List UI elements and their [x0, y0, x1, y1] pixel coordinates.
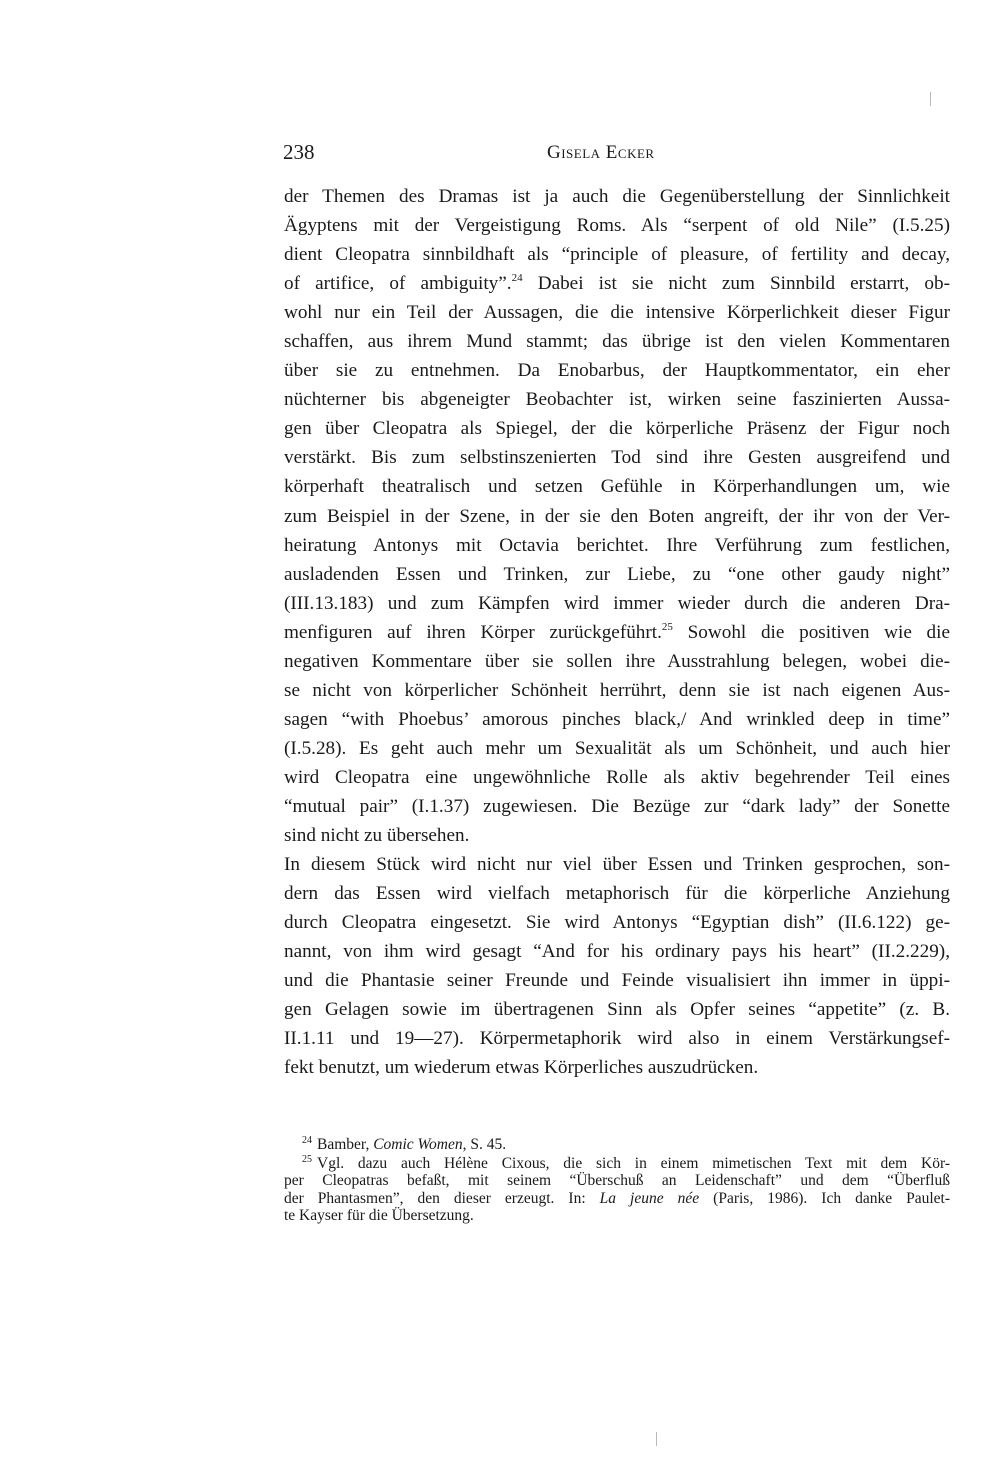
footnote-ref-25: 25	[661, 620, 673, 633]
text-line: II.1.11 und 19—27). Körpermetaphorik wird also in einem Verstärkungsef-	[284, 1028, 950, 1050]
footnote-line: per Cleopatras befaßt, mit seinem “Überschuß an Leidenschaft” und dem “Überfluß	[284, 1172, 950, 1190]
text-line: gen Gelagen sowie im übertragenen Sinn als Opfer seines “appetite” (z. B.	[284, 999, 950, 1021]
footnote-line: te Kayser für die Übersetzung.	[284, 1206, 474, 1224]
text-segment: Sowohl die positiven wie die	[672, 621, 950, 643]
scan-mark-top	[930, 92, 931, 106]
running-head: Gisela Ecker	[547, 142, 655, 163]
text-line: Ägyptens mit der Vergeistigung Roms. Als “serpent of old Nile” (I.5.25)	[284, 215, 950, 237]
footnote-title: Comic Women	[373, 1136, 463, 1153]
footnote-text: (Paris, 1986). Ich danke Paulet-	[713, 1189, 951, 1207]
text-line	[284, 269, 950, 298]
text-line: (I.5.28). Es geht auch mehr um Sexualität als um Schönheit, und auch hier	[284, 737, 950, 759]
footnote-marker: 25	[302, 1154, 312, 1166]
text-line: über sie zu entnehmen. Da Enobarbus, der Hauptkommentator, ein eher	[284, 360, 950, 382]
text-line: fekt benutzt, um wiederum etwas Körperliches auszudrücken.	[284, 1057, 759, 1079]
text-segment: menfiguren auf ihren Körper zurückgeführt.	[284, 621, 662, 643]
text-line: schaffen, aus ihrem Mund stammt; das übrige ist den vielen Kommentaren	[284, 331, 950, 353]
footnotes	[284, 1136, 950, 1224]
page-number: 238	[283, 140, 315, 164]
body-text	[284, 182, 950, 1082]
footnote-line	[284, 1190, 950, 1207]
scan-mark-bottom	[656, 1432, 657, 1446]
text-line: wohl nur ein Teil der Aussagen, die die intensive Körperlichkeit dieser Figur	[284, 302, 950, 324]
text-line: ausladenden Essen und Trinken, zur Liebe, zu “one other gaudy night”	[284, 563, 950, 585]
text-line: In diesem Stück wird nicht nur viel über Essen und Trinken gesprochen, son-	[284, 854, 950, 876]
text-line: se nicht von körperlicher Schönheit herrührt, denn sie ist nach eigenen Aus-	[284, 679, 950, 701]
text-segment: of artifice, of ambiguity”.	[284, 273, 512, 295]
text-line: “mutual pair” (I.1.37) zugewiesen. Die Bezüge zur “dark lady” der Sonette	[284, 795, 950, 817]
text-line: negativen Kommentare über sie sollen ihre Ausstrahlung belegen, wobei die-	[284, 650, 950, 672]
footnote-text: , S. 45.	[462, 1136, 507, 1153]
footnote-24	[284, 1136, 950, 1153]
footnote-text: der Phantasmen”, den dieser erzeugt. In:	[284, 1189, 586, 1207]
text-line: durch Cleopatra eingesetzt. Sie wird Antonys “Egyptian dish” (II.6.122) ge-	[284, 912, 950, 934]
text-line: verstärkt. Bis zum selbstinszenierten Tod sind ihre Gesten ausgreifend und	[284, 447, 950, 469]
text-line: dern das Essen wird vielfach metaphorisch für die körperliche Anziehung	[284, 883, 950, 905]
footnote-25	[284, 1155, 950, 1172]
text-line: sind nicht zu übersehen.	[284, 825, 470, 847]
text-line: gen über Cleopatra als Spiegel, der die körperliche Präsenz der Figur noch	[284, 418, 950, 440]
text-line	[284, 618, 950, 647]
footnote-author: Bamber,	[317, 1136, 370, 1153]
text-line: nannt, von ihm wird gesagt “And for his ordinary pays his heart” (II.2.229),	[284, 941, 950, 963]
text-line: der Themen des Dramas ist ja auch die Gegenüberstellung der Sinnlichkeit	[284, 186, 950, 207]
text-line: und die Phantasie seiner Freunde und Feinde visualisiert ihn immer in üppi-	[284, 970, 950, 992]
footnote-marker: 24	[302, 1135, 312, 1146]
text-line: sagen “with Phoebus’ amorous pinches black,/ And wrinkled deep in time”	[284, 708, 950, 730]
footnote-text: Vgl. dazu auch Hélène Cixous, die sich in einem mimetischen Text mit dem Kör-	[317, 1155, 950, 1173]
text-line: (III.13.183) und zum Kämpfen wird immer wieder durch die anderen Dra-	[284, 592, 950, 614]
text-line: wird Cleopatra eine ungewöhnliche Rolle als aktiv begehrender Teil eines	[284, 766, 950, 788]
footnote-title: La jeune née	[599, 1189, 700, 1207]
text-segment: Dabei ist sie nicht zum Sinnbild erstarrt, ob-	[522, 273, 950, 295]
text-line: zum Beispiel in der Szene, in der sie den Boten angreift, der ihr von der Ver-	[284, 505, 950, 527]
footnote-ref-24: 24	[511, 272, 523, 285]
page-header	[283, 140, 953, 170]
text-line: dient Cleopatra sinnbildhaft als “principle of pleasure, of fertility and decay,	[284, 244, 950, 266]
text-line: körperhaft theatralisch und setzen Gefühle in Körperhandlungen um, wie	[284, 476, 950, 498]
text-line: nüchterner bis abgeneigter Beobachter ist, wirken seine faszinierten Aussa-	[284, 389, 950, 411]
text-line: heiratung Antonys mit Octavia berichtet. Ihre Verführung zum festlichen,	[284, 534, 950, 556]
